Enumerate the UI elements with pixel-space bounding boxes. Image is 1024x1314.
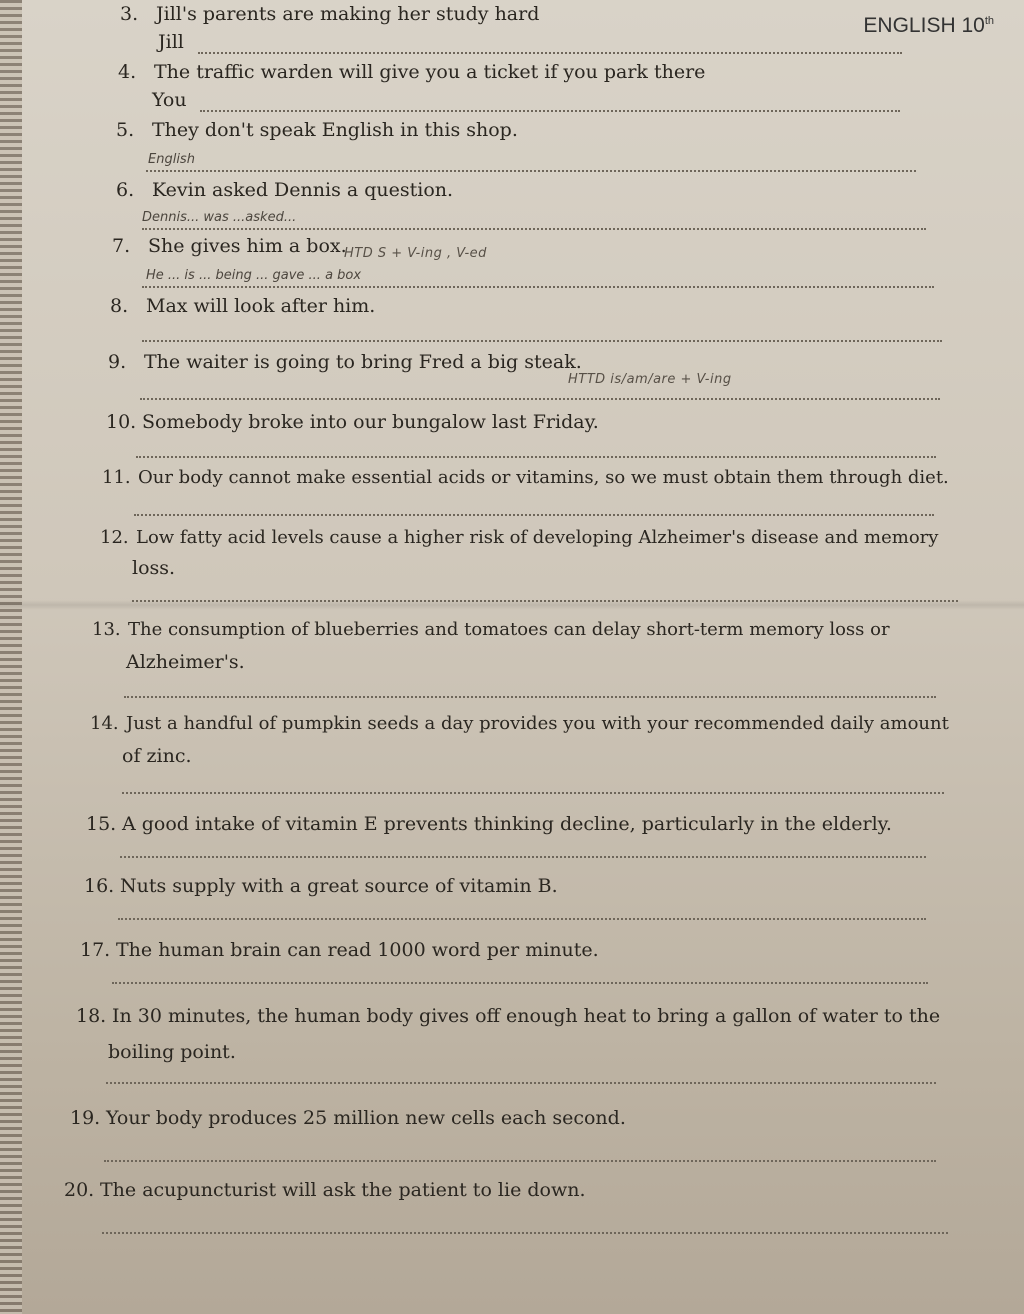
question-14-text: Just a handful of pumpkin seeds a day provides you with your recommended daily amount: [126, 713, 949, 734]
question-13-text: The consumption of blueberries and tomatoes can delay short-term memory loss or: [128, 619, 890, 640]
subject-title: ENGLISH 10: [863, 14, 985, 37]
question-3-starter: Jill: [158, 31, 184, 53]
answer-line-4[interactable]: [200, 110, 900, 112]
answer-line-12[interactable]: [132, 600, 958, 602]
answer-line-5[interactable]: [146, 170, 916, 172]
answer-line-16[interactable]: [118, 918, 926, 920]
question-18: 18. In 30 minutes, the human body gives off enough heat to bring a gallon of water to the: [76, 1005, 941, 1027]
question-5-text: They don't speak English in this shop.: [152, 119, 518, 141]
question-6-text: Kevin asked Dennis a question.: [152, 179, 454, 201]
question-14-text-cont: of zinc.: [122, 745, 192, 767]
question-3: 3. Jill's parents are making her study hard: [120, 3, 540, 25]
answer-6-handwritten: Dennis... was ...asked...: [142, 210, 297, 225]
question-14: 14. Just a handful of pumpkin seeds a day provides you with your recommended daily amount: [90, 713, 949, 734]
notebook-binding: [0, 0, 22, 1314]
question-8-text: Max will look after him.: [146, 295, 376, 317]
question-5: 5. They don't speak English in this shop.: [116, 119, 518, 141]
answer-line-15[interactable]: [120, 856, 926, 858]
question-13: 13. The consumption of blueberries and tomatoes can delay short-term memory loss or: [92, 619, 890, 640]
question-18-text: In 30 minutes, the human body gives off enough heat to bring a gallon of water to the: [112, 1005, 941, 1027]
question-9-note: HTTD is/am/are + V-ing: [568, 372, 732, 387]
question-8: 8. Max will look after him.: [110, 295, 376, 317]
question-17: 17. The human brain can read 1000 word per minute.: [80, 939, 599, 961]
question-6: 6. Kevin asked Dennis a question.: [116, 179, 454, 201]
answer-line-20[interactable]: [102, 1232, 948, 1234]
question-11: 11. Our body cannot make essential acids or vitamins, so we must obtain them through diet.: [102, 467, 949, 488]
question-19-text: Your body produces 25 million new cells each second.: [106, 1107, 626, 1129]
answer-line-19[interactable]: [104, 1160, 936, 1162]
question-10: 10. Somebody broke into our bungalow last Friday.: [106, 411, 599, 433]
question-15-text: A good intake of vitamin E prevents thinking decline, particularly in the elderly.: [122, 813, 892, 835]
answer-line-3[interactable]: [198, 52, 902, 54]
question-7: 7. She gives him a box.: [112, 235, 347, 257]
answer-line-6[interactable]: [142, 228, 926, 230]
question-12-text: Low fatty acid levels cause a higher risk of developing Alzheimer's disease and memory: [136, 527, 939, 548]
answer-line-7[interactable]: [142, 286, 934, 288]
question-9-text: The waiter is going to bring Fred a big steak.: [144, 351, 582, 373]
question-9: 9. The waiter is going to bring Fred a big steak.: [108, 351, 582, 373]
question-16: 16. Nuts supply with a great source of vitamin B.: [84, 875, 558, 897]
answer-line-18[interactable]: [106, 1082, 936, 1084]
question-17-text: The human brain can read 1000 word per minute.: [116, 939, 599, 961]
subject-header: [863, 14, 994, 38]
answer-line-13[interactable]: [124, 696, 936, 698]
question-19: 19. Your body produces 25 million new cells each second.: [70, 1107, 626, 1129]
answer-line-10[interactable]: [136, 456, 936, 458]
question-7-note: HTD S + V-ing , V-ed: [344, 246, 487, 261]
question-4-starter: You: [152, 89, 187, 111]
question-15: 15. A good intake of vitamin E prevents thinking decline, particularly in the elderly.: [86, 813, 892, 835]
answer-line-11[interactable]: [134, 514, 934, 516]
question-13-text-cont: Alzheimer's.: [126, 651, 245, 673]
question-4-text: The traffic warden will give you a ticket if you park there: [154, 61, 706, 83]
question-18-text-cont: boiling point.: [108, 1041, 236, 1063]
answer-7-handwritten: He ... is ... being ... gave ... a box: [146, 268, 362, 283]
answer-line-9[interactable]: [140, 398, 940, 400]
question-20: 20. The acupuncturist will ask the patient to lie down.: [64, 1179, 586, 1201]
question-20-text: The acupuncturist will ask the patient to lie down.: [100, 1179, 586, 1201]
question-16-text: Nuts supply with a great source of vitamin B.: [120, 875, 558, 897]
question-7-text: She gives him a box.: [148, 235, 347, 257]
question-4: 4. The traffic warden will give you a ticket if you park there: [118, 61, 706, 83]
question-10-text: Somebody broke into our bungalow last Friday.: [142, 411, 599, 433]
subject-mark: th: [984, 15, 994, 27]
answer-5-handwritten: English: [148, 152, 195, 167]
question-12: 12. Low fatty acid levels cause a higher risk of developing Alzheimer's disease and memory: [100, 527, 939, 548]
question-11-text: Our body cannot make essential acids or vitamins, so we must obtain them through diet.: [138, 467, 949, 488]
answer-line-17[interactable]: [112, 982, 928, 984]
question-3-text: Jill's parents are making her study hard: [156, 3, 540, 25]
question-12-text-cont: loss.: [132, 557, 176, 579]
answer-line-14[interactable]: [122, 792, 944, 794]
answer-line-8[interactable]: [142, 340, 942, 342]
